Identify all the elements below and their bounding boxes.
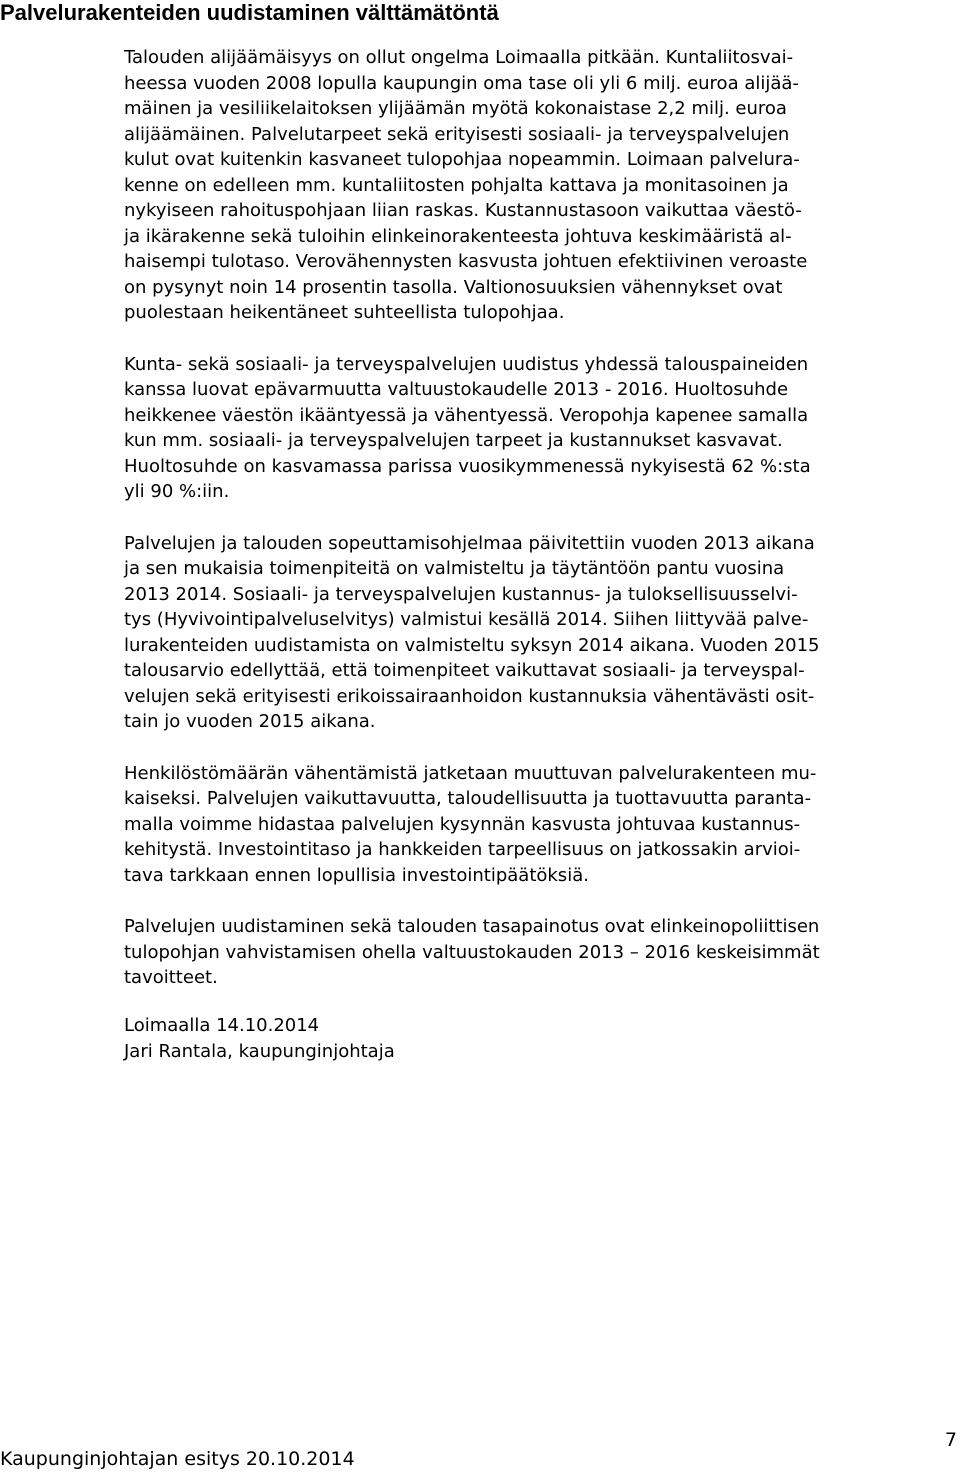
paragraph-economy-deficit: Talouden alijäämäisyys on ollut ongelma Loimaalla pitkään. Kuntaliitosvai- heessa vuoden 2008 lopulla kaupungin oma tase oli yli 6 milj. euroa alijää- mäinen ja vesiliikelaitoksen ylijäämän myötä kokonaistase 2,2 milj. euroa alijäämäinen. Palvelutarpeet sekä erityisesti sosiaali- ja terveyspalvelujen kulut ovat kuitenkin kasvaneet tulopohjaa nopeammin. Loimaan palvelura- kenne on edelleen mm. kuntaliitosten pohjalta kattava ja monitasoinen ja nykyiseen rahoituspohjaan liian raskas. Kustannustasoon vaikuttaa väestö- ja ikärakenne sekä tuloihin elinkeinorakenteesta johtuva keskimääristä al- haisempi tulotaso. Verovähennysten kasvusta johtuen efektiivinen veroaste on pysynyt noin 14 prosentin tasolla. Valtionosuuksien vähennykset ovat puolestaan heikentäneet suhteellista tulopohjaa. (124, 47, 808, 323)
paragraph-reform-uncertainty: Kunta- sekä sosiaali- ja terveyspalvelujen uudistus yhdessä talouspaineiden kanssa luovat epävarmuutta valtuustokaudelle 2013 - 2016. Huoltosuhde heikkenee väestön ikääntyessä ja vähentyessä. Veropohja kapenee samalla kun mm. sosiaali- ja terveyspalvelujen tarpeet ja kustannukset kasvavat. Huoltosuhde on kasvamassa parissa vuosikymmenessä nykyisestä 62 %:sta yli 90 %:iin. (124, 353, 811, 502)
paragraph-adjustment-program: Palvelujen ja talouden sopeuttamisohjelmaa päivitettiin vuoden 2013 aikana ja sen mukaisia toimenpiteitä on valmisteltu ja täytäntöön pantu vuosina 2013 2014. Sosiaali- ja terveyspalvelujen kustannus- ja tuloksellisuusselvi- tys (Hyvivointipalveluselvitys) valmistui kesällä 2014. Siihen liittyvää palve- lurakenteiden uudistamista on valmisteltu syksyn 2014 aikana. Vuoden 2015 talousarvio edellyttää, että toimenpiteet vaikuttavat sosiaali- ja terveyspal- velujen sekä erityisesti erikoissairaanhoidon kustannuksia vähentävästi osit- tain jo vuoden 2015 aikana. (124, 532, 820, 732)
signature-block (124, 1013, 946, 1065)
paragraph-staff-reduction: Henkilöstömäärän vähentämistä jatketaan muuttuvan palvelurakenteen mu- kaiseksi. Palvelujen vaikuttavuutta, taloudellisuutta ja tuottavuutta paranta- malla voimme hidastaa palvelujen kysynnän kasvusta johtuvaa kustannus- kehitystä. Investointitaso ja hankkeiden tarpeellisuus on jatkossakin arvioi- tava tarkkaan ennen lopullisia investointipäätöksiä. (124, 762, 817, 886)
page-title: Palvelurakenteiden uudistaminen välttämätöntä (0, 0, 499, 25)
page-number: 7 (944, 1429, 957, 1451)
signature-name: Jari Rantala, kaupunginjohtaja (124, 1040, 395, 1062)
footer-document-title: Kaupunginjohtajan esitys 20.10.2014 (0, 1448, 355, 1470)
paragraph-goals: Palvelujen uudistaminen sekä talouden tasapainotus ovat elinkeinopoliittisen tulopohjan vahvistamisen ohella valtuustokauden 2013 – 2016 keskeisimmät tavoitteet. (124, 916, 820, 988)
document-body (124, 45, 946, 1065)
signature-place-date: Loimaalla 14.10.2014 (124, 1014, 320, 1036)
